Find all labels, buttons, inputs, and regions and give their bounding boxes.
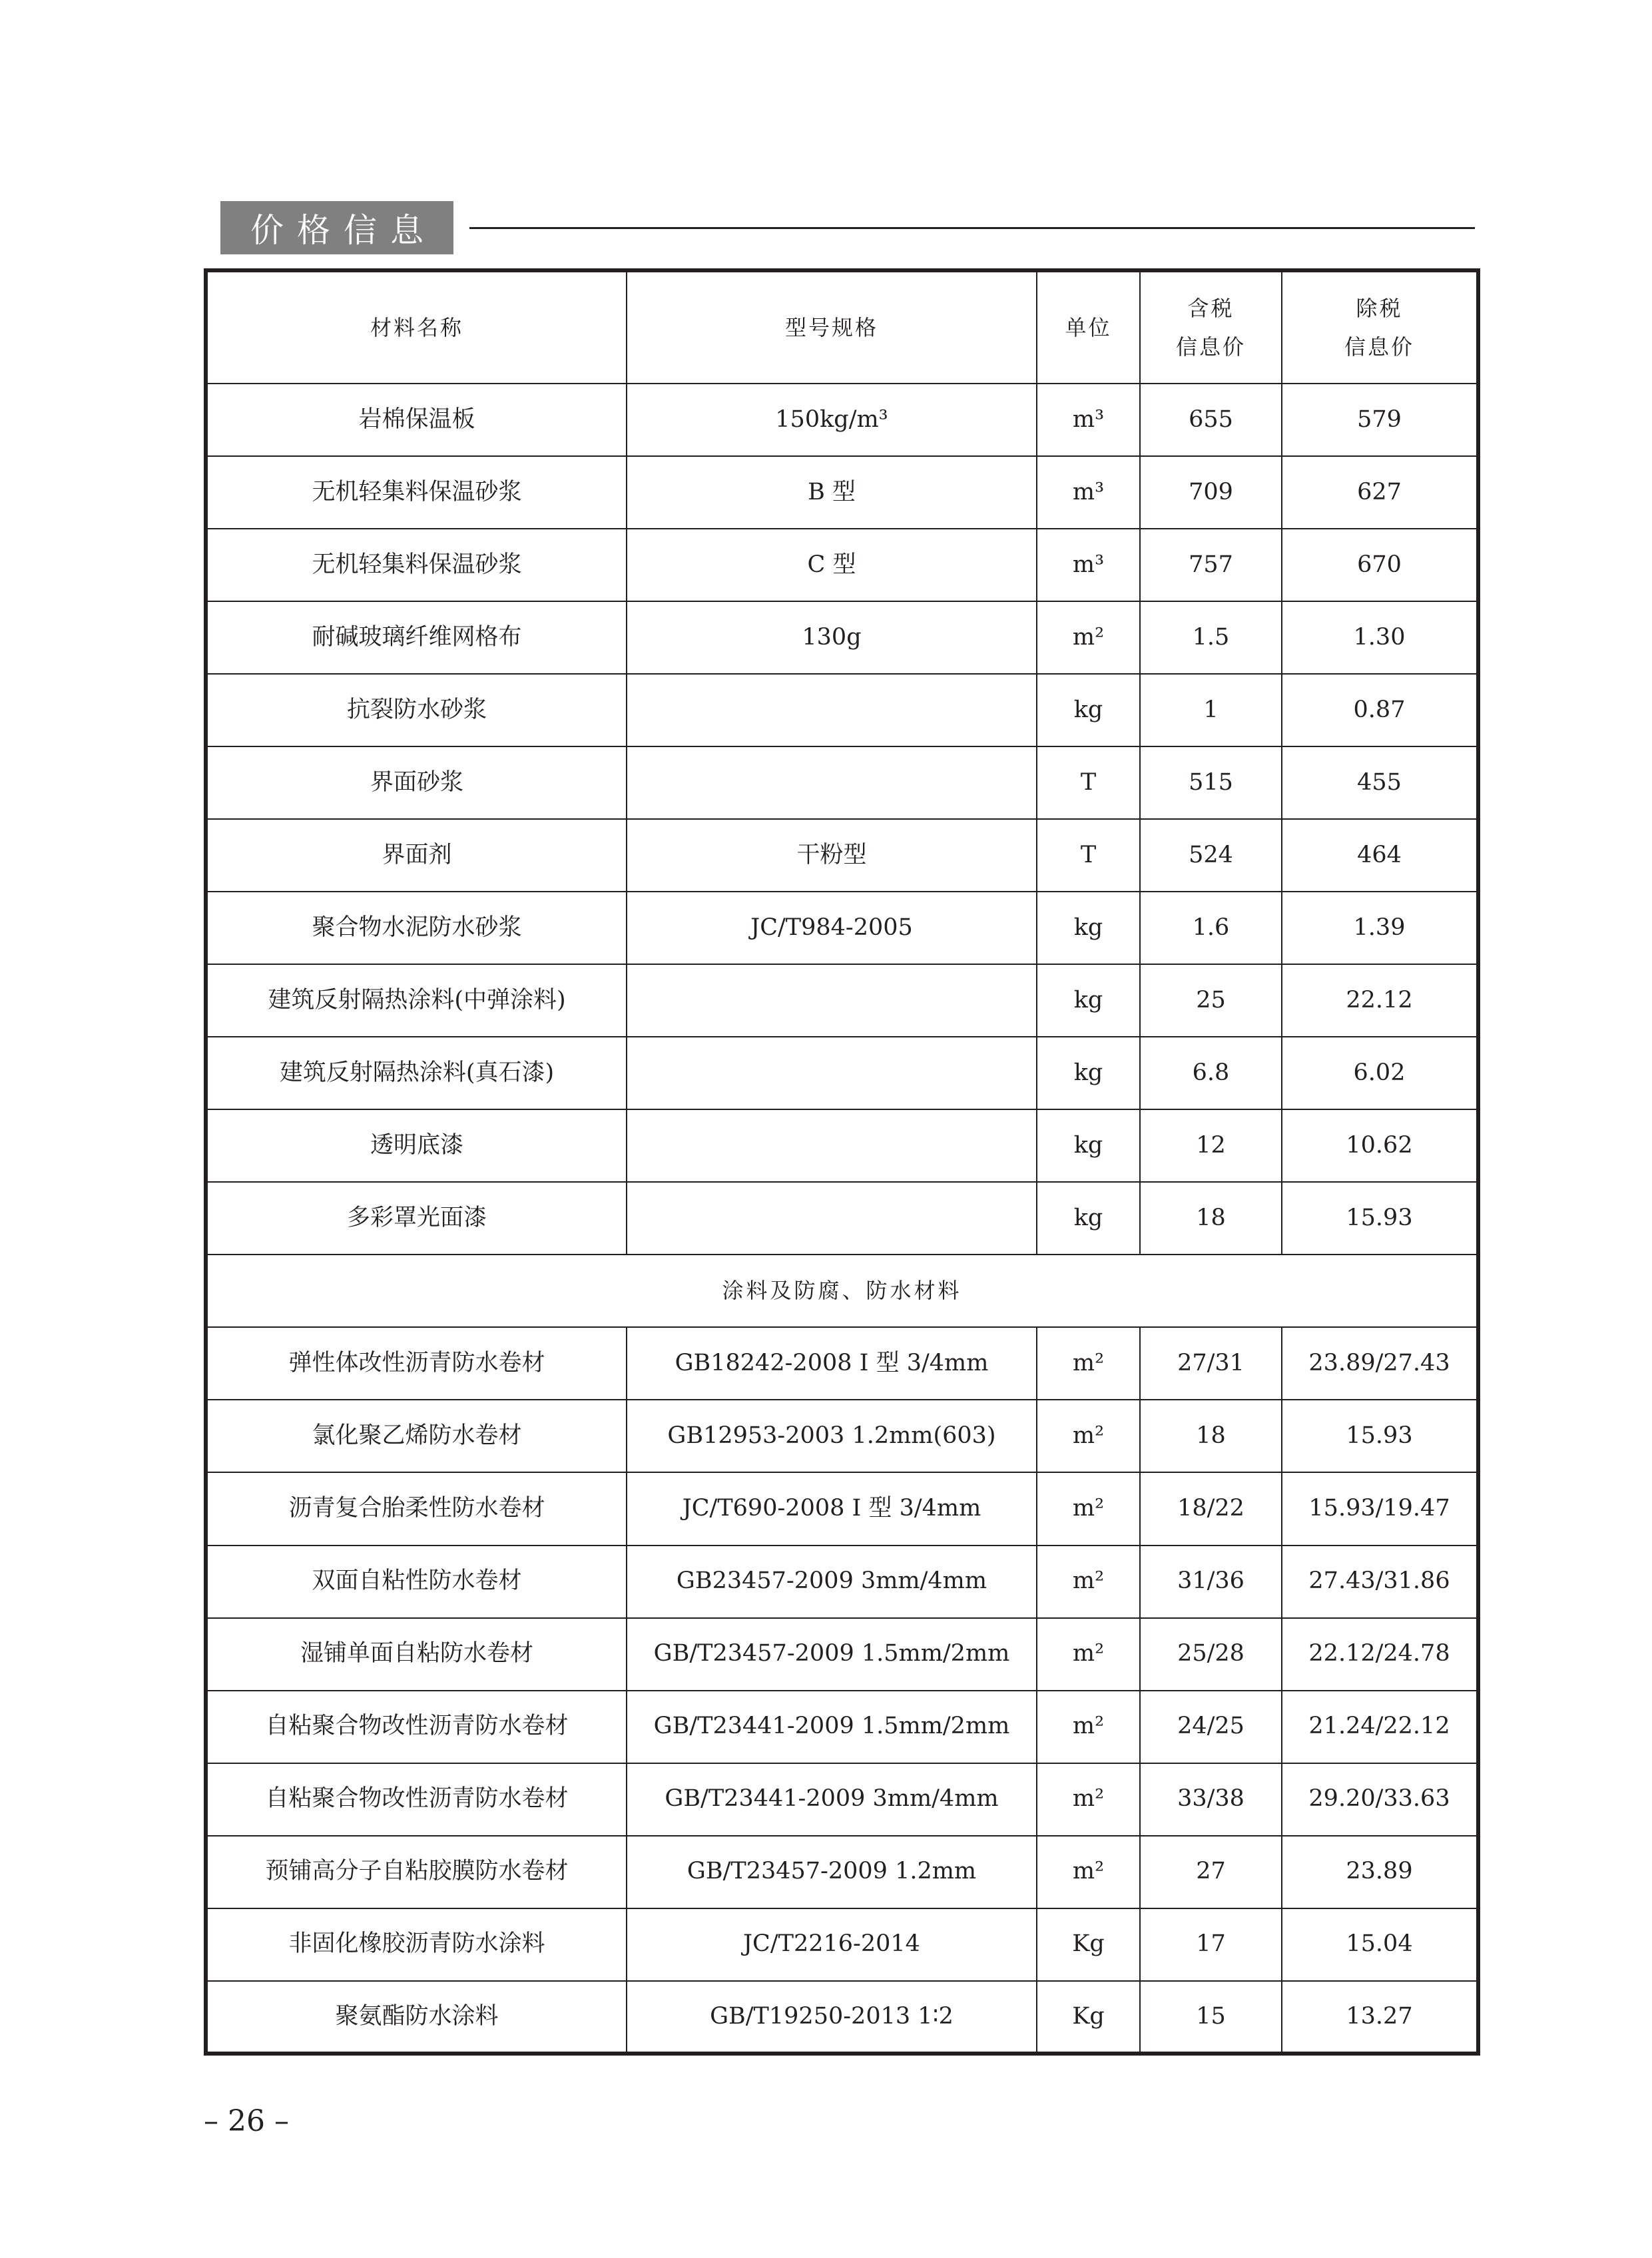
cell-name: 自粘聚合物改性沥青防水卷材 (206, 1691, 627, 1763)
cell-tax-excl: 15.04 (1282, 1908, 1478, 1981)
cell-tax-incl: 27 (1140, 1836, 1282, 1908)
cell-tax-excl: 1.30 (1282, 601, 1478, 674)
table-row (206, 1037, 1478, 1109)
cell-name: 耐碱玻璃纤维网格布 (206, 601, 627, 674)
table-header-row (206, 270, 1478, 384)
cell-spec: GB12953-2003 1.2mm(603) (627, 1400, 1037, 1472)
table-row (206, 1546, 1478, 1618)
table-row (206, 1109, 1478, 1182)
table-row (206, 601, 1478, 674)
table-row (206, 674, 1478, 746)
cell-spec: GB/T23441-2009 1.5mm/2mm (627, 1691, 1037, 1763)
header-tax-excl-line1: 除税 (1356, 296, 1403, 321)
table-body (206, 384, 1478, 2054)
cell-name: 无机轻集料保温砂浆 (206, 456, 627, 529)
cell-tax-excl: 670 (1282, 529, 1478, 601)
table-row (206, 1618, 1478, 1691)
cell-name: 沥青复合胎柔性防水卷材 (206, 1472, 627, 1545)
table-row (206, 529, 1478, 601)
header-tax-incl-line1: 含税 (1187, 296, 1235, 321)
cell-tax-excl: 27.43/31.86 (1282, 1546, 1478, 1618)
header-name: 材料名称 (206, 270, 627, 384)
cell-tax-incl: 31/36 (1140, 1546, 1282, 1618)
cell-unit: m² (1037, 1691, 1140, 1763)
cell-unit: m² (1037, 1327, 1140, 1400)
cell-name: 无机轻集料保温砂浆 (206, 529, 627, 601)
cell-tax-incl: 18 (1140, 1182, 1282, 1255)
header-tax-excl (1282, 270, 1478, 384)
header-tax-incl (1140, 270, 1282, 384)
cell-spec (627, 1182, 1037, 1255)
cell-tax-excl: 13.27 (1282, 1981, 1478, 2054)
cell-name: 建筑反射隔热涂料(中弹涂料) (206, 964, 627, 1037)
header-tax-incl-line2: 信息价 (1175, 334, 1246, 360)
cell-tax-incl: 709 (1140, 456, 1282, 529)
cell-unit: m² (1037, 1618, 1140, 1691)
cell-name: 非固化橡胶沥青防水涂料 (206, 1908, 627, 1981)
cell-unit: m² (1037, 1763, 1140, 1836)
cell-spec: GB/T23441-2009 3mm/4mm (627, 1763, 1037, 1836)
cell-tax-excl: 579 (1282, 384, 1478, 456)
cell-tax-incl: 18 (1140, 1400, 1282, 1472)
cell-name: 自粘聚合物改性沥青防水卷材 (206, 1763, 627, 1836)
cell-name: 弹性体改性沥青防水卷材 (206, 1327, 627, 1400)
cell-name: 多彩罩光面漆 (206, 1182, 627, 1255)
table-row (206, 1400, 1478, 1472)
cell-spec: GB18242-2008 Ⅰ 型 3/4mm (627, 1327, 1037, 1400)
cell-tax-excl: 6.02 (1282, 1037, 1478, 1109)
table-row (206, 1836, 1478, 1908)
table-row (206, 1182, 1478, 1255)
cell-tax-incl: 757 (1140, 529, 1282, 601)
cell-unit: Kg (1037, 1908, 1140, 1981)
cell-tax-incl: 12 (1140, 1109, 1282, 1182)
cell-name: 透明底漆 (206, 1109, 627, 1182)
cell-unit: kg (1037, 892, 1140, 964)
cell-tax-incl: 24/25 (1140, 1691, 1282, 1763)
cell-tax-incl: 17 (1140, 1908, 1282, 1981)
cell-tax-excl: 464 (1282, 819, 1478, 892)
cell-tax-incl: 18/22 (1140, 1472, 1282, 1545)
cell-spec: C 型 (627, 529, 1037, 601)
header-spec: 型号规格 (627, 270, 1037, 384)
header-rule (469, 227, 1475, 229)
cell-unit: kg (1037, 1037, 1140, 1109)
cell-spec (627, 1037, 1037, 1109)
cell-spec: JC/T984-2005 (627, 892, 1037, 964)
cell-tax-excl: 10.62 (1282, 1109, 1478, 1182)
cell-unit: m² (1037, 1836, 1140, 1908)
cell-tax-excl: 0.87 (1282, 674, 1478, 746)
cell-tax-excl: 21.24/22.12 (1282, 1691, 1478, 1763)
cell-unit: m² (1037, 1546, 1140, 1618)
cell-spec (627, 1109, 1037, 1182)
cell-name: 岩棉保温板 (206, 384, 627, 456)
cell-tax-incl: 25/28 (1140, 1618, 1282, 1691)
cell-unit: m³ (1037, 456, 1140, 529)
cell-spec: GB23457-2009 3mm/4mm (627, 1546, 1037, 1618)
table-row (206, 384, 1478, 456)
cell-tax-excl: 1.39 (1282, 892, 1478, 964)
cell-name: 界面剂 (206, 819, 627, 892)
table-row (206, 746, 1478, 819)
table-row (206, 819, 1478, 892)
cell-spec: GB/T23457-2009 1.5mm/2mm (627, 1618, 1037, 1691)
cell-name: 湿铺单面自粘防水卷材 (206, 1618, 627, 1691)
cell-tax-incl: 33/38 (1140, 1763, 1282, 1836)
cell-tax-excl: 15.93 (1282, 1400, 1478, 1472)
table-row (206, 1327, 1478, 1400)
table-row (206, 1981, 1478, 2054)
page-number: – 26 – (204, 2104, 289, 2138)
cell-name: 抗裂防水砂浆 (206, 674, 627, 746)
cell-spec: JC/T690-2008 Ⅰ 型 3/4mm (627, 1472, 1037, 1545)
section-tag: 价格信息 (220, 201, 453, 254)
cell-name: 界面砂浆 (206, 746, 627, 819)
cell-spec (627, 746, 1037, 819)
cell-tax-incl: 15 (1140, 1981, 1282, 2054)
cell-unit: kg (1037, 1109, 1140, 1182)
table-row (206, 456, 1478, 529)
cell-spec: 干粉型 (627, 819, 1037, 892)
section-row (206, 1255, 1478, 1327)
cell-name: 建筑反射隔热涂料(真石漆) (206, 1037, 627, 1109)
cell-tax-incl: 515 (1140, 746, 1282, 819)
header-unit: 单位 (1037, 270, 1140, 384)
cell-spec: 130g (627, 601, 1037, 674)
cell-unit: m³ (1037, 529, 1140, 601)
cell-unit: m² (1037, 1472, 1140, 1545)
cell-unit: T (1037, 746, 1140, 819)
cell-tax-excl: 29.20/33.63 (1282, 1763, 1478, 1836)
cell-spec (627, 674, 1037, 746)
cell-name: 氯化聚乙烯防水卷材 (206, 1400, 627, 1472)
cell-unit: kg (1037, 674, 1140, 746)
cell-tax-incl: 25 (1140, 964, 1282, 1037)
table-row (206, 1691, 1478, 1763)
cell-tax-incl: 1.5 (1140, 601, 1282, 674)
cell-tax-excl: 627 (1282, 456, 1478, 529)
cell-spec: GB/T23457-2009 1.2mm (627, 1836, 1037, 1908)
cell-tax-excl: 22.12 (1282, 964, 1478, 1037)
cell-unit: m² (1037, 1400, 1140, 1472)
cell-unit: kg (1037, 964, 1140, 1037)
cell-tax-excl: 15.93 (1282, 1182, 1478, 1255)
cell-tax-excl: 22.12/24.78 (1282, 1618, 1478, 1691)
cell-tax-incl: 6.8 (1140, 1037, 1282, 1109)
cell-spec (627, 964, 1037, 1037)
cell-tax-incl: 27/31 (1140, 1327, 1282, 1400)
cell-spec: JC/T2216-2014 (627, 1908, 1037, 1981)
table-row (206, 964, 1478, 1037)
table-row (206, 1472, 1478, 1545)
cell-tax-incl: 1.6 (1140, 892, 1282, 964)
cell-name: 双面自粘性防水卷材 (206, 1546, 627, 1618)
table-row (206, 892, 1478, 964)
cell-tax-incl: 655 (1140, 384, 1282, 456)
cell-name: 聚氨酯防水涂料 (206, 1981, 627, 2054)
cell-spec: 150kg/m³ (627, 384, 1037, 456)
header-tax-excl-line2: 信息价 (1344, 334, 1414, 360)
cell-tax-excl: 15.93/19.47 (1282, 1472, 1478, 1545)
cell-tax-excl: 455 (1282, 746, 1478, 819)
cell-tax-incl: 524 (1140, 819, 1282, 892)
cell-unit: kg (1037, 1182, 1140, 1255)
cell-unit: T (1037, 819, 1140, 892)
cell-unit: Kg (1037, 1981, 1140, 2054)
cell-spec: B 型 (627, 456, 1037, 529)
cell-name: 预铺高分子自粘胶膜防水卷材 (206, 1836, 627, 1908)
table-row (206, 1908, 1478, 1981)
cell-unit: m³ (1037, 384, 1140, 456)
cell-name: 聚合物水泥防水砂浆 (206, 892, 627, 964)
cell-tax-incl: 1 (1140, 674, 1282, 746)
price-table (204, 268, 1480, 2056)
cell-spec: GB/T19250-2013 1∶2 (627, 1981, 1037, 2054)
cell-unit: m² (1037, 601, 1140, 674)
section-title: 涂料及防腐、防水材料 (206, 1255, 1478, 1327)
cell-tax-excl: 23.89/27.43 (1282, 1327, 1478, 1400)
table-row (206, 1763, 1478, 1836)
cell-tax-excl: 23.89 (1282, 1836, 1478, 1908)
